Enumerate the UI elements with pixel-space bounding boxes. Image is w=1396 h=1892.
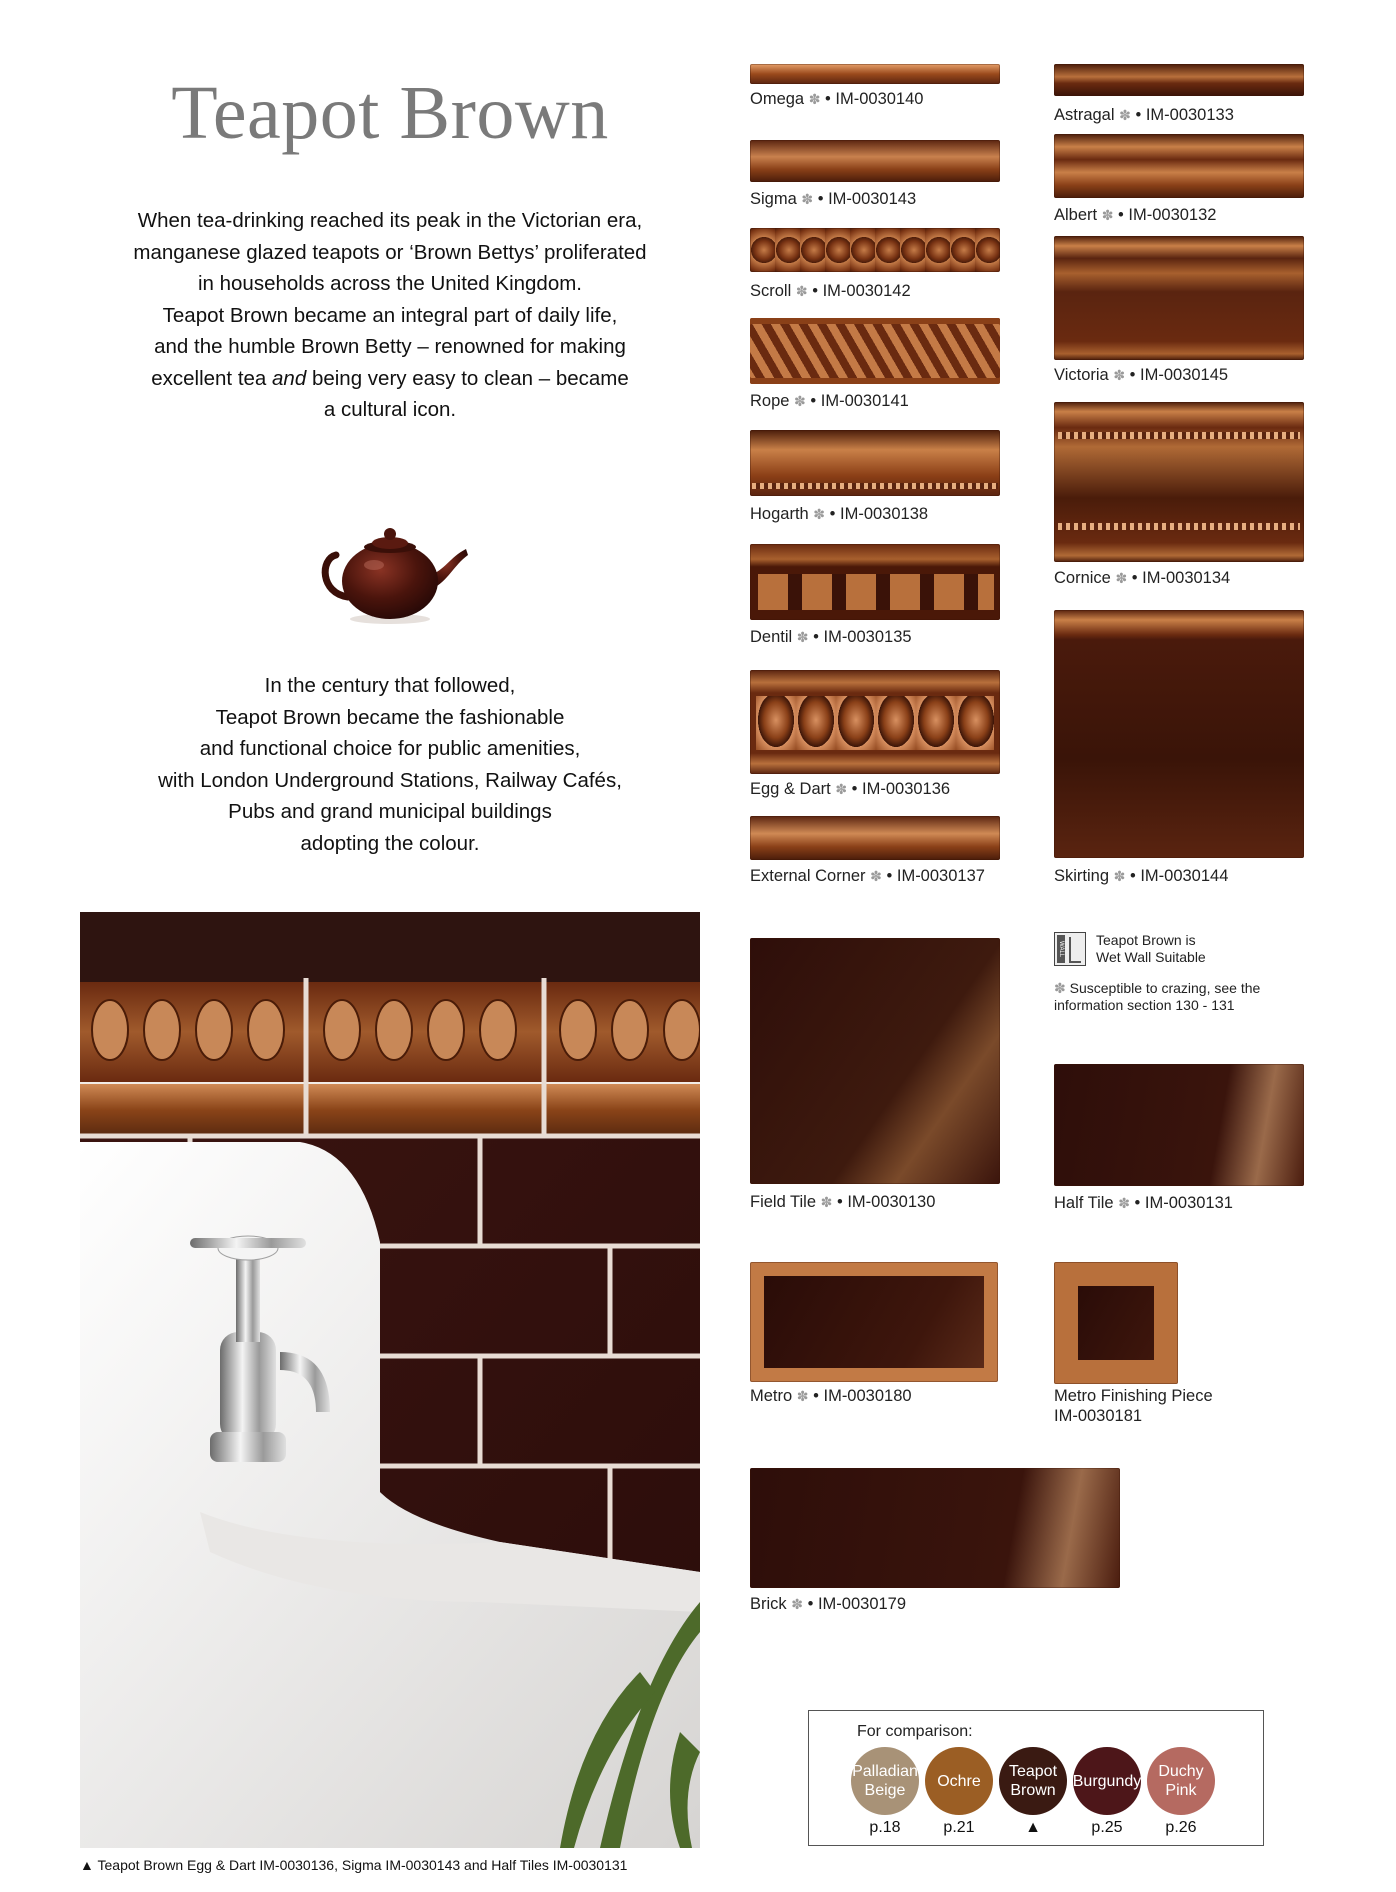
intro-paragraph [120, 205, 660, 426]
product-label-hogarth: Hogarth ✽ • IM-0030138 [750, 505, 929, 523]
product-label-cornice: Cornice ✽ • IM-0030134 [1054, 569, 1231, 587]
sigma-tile-image [750, 140, 1000, 182]
product-label-metro: Metro ✽ • IM-0030180 [750, 1387, 912, 1405]
intro-line: Teapot Brown became an integral part of daily life, [162, 303, 618, 327]
product-label-sigma: Sigma ✽ • IM-0030143 [750, 190, 917, 208]
skirting-tile-image [1054, 610, 1304, 858]
swatch-current-marker: ▲ [1025, 1819, 1041, 1836]
egg-dart-pattern-detail [756, 696, 994, 750]
metro-finishing-piece-image [1054, 1262, 1178, 1384]
swatch-page-palladian-beige: p.18 [869, 1819, 901, 1836]
intro-line: in households across the United Kingdom. [197, 272, 583, 295]
history-line: In the century that followed, [264, 674, 516, 697]
product-label-brick: Brick ✽ • IM-0030179 [750, 1595, 907, 1613]
cornice-bead-detail-lower [1058, 523, 1300, 530]
swatch-duchy-pink[interactable]: Duchy Pink [1147, 1747, 1215, 1815]
product-label-skirting: Skirting ✽ • IM-0030144 [1054, 867, 1229, 885]
half-tile-image [1054, 1064, 1304, 1186]
cornice-tile-image [1054, 402, 1304, 562]
rope-tile-image [750, 318, 1000, 384]
product-label-scroll: Scroll ✽ • IM-0030142 [750, 282, 911, 300]
history-line: Pubs and grand municipal buildings [228, 800, 552, 823]
crazing-icon: ✽ [1054, 980, 1066, 996]
product-label-metro-finishing-piece: Metro Finishing Piece IM-0030181 [1054, 1387, 1213, 1425]
product-label-victoria: Victoria ✽ • IM-0030145 [1054, 366, 1229, 384]
history-line: adopting the colour. [300, 831, 480, 855]
history-line: Teapot Brown became the fashionable [215, 705, 565, 729]
swatch-ochre[interactable]: Ochre [925, 1747, 993, 1815]
wet-wall-icon: WALL [1054, 932, 1086, 966]
swatch-page-duchy-pink: p.26 [1165, 1819, 1197, 1836]
intro-line: manganese glazed teapots or ‘Brown Bettys’ proliferated [133, 240, 647, 264]
intro-line: excellent tea and being very easy to clean – became [151, 366, 629, 390]
external-corner-tile-image [750, 816, 1000, 860]
field-tile-image [750, 938, 1000, 1184]
product-label-astragal: Astragal ✽ • IM-0030133 [1054, 106, 1234, 124]
comparison-box [808, 1710, 1264, 1846]
product-label-rope: Rope ✽ • IM-0030141 [750, 392, 909, 410]
product-label-dentil: Dentil ✽ • IM-0030135 [750, 628, 912, 646]
astragal-tile-image [1054, 64, 1304, 96]
hogarth-bead-detail [752, 483, 998, 489]
albert-tile-image [1054, 134, 1304, 198]
metro-tile-image [750, 1262, 998, 1382]
intro-line: a cultural icon. [323, 398, 457, 421]
swatch-burgundy[interactable]: Burgundy [1073, 1747, 1141, 1815]
teapot-image [318, 515, 470, 627]
brick-tile-image [750, 1468, 1120, 1588]
comparison-title: For comparison: [857, 1723, 973, 1740]
swatch-palladian-beige[interactable]: Palladian Beige [851, 1747, 919, 1815]
victoria-tile-image [1054, 236, 1304, 360]
crazing-icon: ✽ [808, 91, 821, 107]
omega-tile-image [750, 64, 1000, 84]
crazing-note: ✽ Susceptible to crazing, see the information section 130 - 131 [1054, 980, 1261, 1013]
product-label-egg-dart: Egg & Dart ✽ • IM-0030136 [750, 780, 951, 798]
product-label-field-tile: Field Tile ✽ • IM-0030130 [750, 1193, 936, 1211]
bathroom-photo [80, 912, 700, 1848]
intro-line: and the humble Brown Betty – renowned for making [154, 335, 626, 358]
product-label-albert: Albert ✽ • IM-0030132 [1054, 206, 1217, 224]
product-label-omega: Omega ✽ • IM-0030140 [750, 90, 924, 108]
wet-wall-note: Teapot Brown is Wet Wall Suitable [1096, 932, 1206, 965]
history-line: and functional choice for public amenities, [199, 737, 581, 760]
swatch-teapot-brown[interactable]: Teapot Brown [999, 1747, 1067, 1815]
product-label-half-tile: Half Tile ✽ • IM-0030131 [1054, 1194, 1233, 1212]
photo-caption: ▲ Teapot Brown Egg & Dart IM-0030136, Sigma IM-0030143 and Half Tiles IM-0030131 [80, 1857, 628, 1873]
swatch-page-burgundy: p.25 [1091, 1819, 1123, 1836]
scroll-tile-image [750, 228, 1000, 272]
page-title: Teapot Brown [171, 71, 609, 155]
history-paragraph [110, 670, 670, 859]
history-line: with London Underground Stations, Railway Cafés, [158, 768, 622, 792]
dentil-block-detail [758, 574, 994, 610]
cornice-bead-detail [1058, 432, 1300, 439]
intro-line: When tea-drinking reached its peak in the Victorian era, [137, 209, 643, 232]
swatch-page-ochre: p.21 [943, 1819, 975, 1836]
product-label-external-corner: External Corner ✽ • IM-0030137 [750, 867, 985, 885]
